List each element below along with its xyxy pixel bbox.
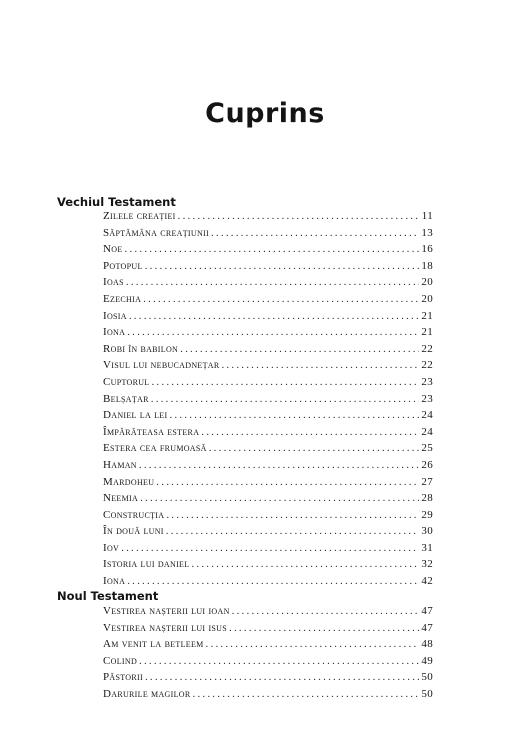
- toc-entry-page-number: 25: [421, 442, 433, 455]
- section-heading-old-testament: Vechiul Testament: [57, 195, 176, 209]
- toc-entry-page-number: 47: [421, 605, 433, 617]
- dot-leader: [127, 575, 419, 587]
- toc-entry-page-number: 48: [421, 638, 433, 651]
- toc-entry-title: Mardoheu: [103, 475, 155, 488]
- dot-leader: [125, 243, 420, 255]
- toc-entry: [103, 243, 433, 260]
- toc-entry-title: Săptămâna creațiunii: [103, 226, 209, 239]
- toc-entry: [103, 638, 433, 655]
- dot-leader: [129, 310, 420, 322]
- dot-leader: [143, 293, 419, 305]
- section-heading-new-testament: Noul Testament: [57, 589, 159, 603]
- toc-entry-title: Vestirea nașterii lui ioan: [103, 605, 230, 617]
- dot-leader: [139, 459, 420, 471]
- toc-entry: [103, 525, 433, 542]
- toc-entry-title: Haman: [103, 458, 137, 471]
- toc-entry-title: Împărăteasa estera: [103, 425, 200, 438]
- toc-entry: [103, 276, 433, 293]
- dot-leader: [156, 476, 419, 488]
- dot-leader: [201, 426, 419, 438]
- toc-entry: [103, 376, 433, 393]
- toc-entry: [103, 492, 433, 509]
- toc-entry-title: Construcția: [103, 508, 165, 521]
- toc-list-old-testament: [103, 210, 433, 592]
- toc-entry: [103, 227, 433, 244]
- toc-entry-title: Iosia: [103, 309, 127, 322]
- toc-entry-title: Zilele creației: [103, 210, 176, 222]
- toc-entry-page-number: 29: [421, 508, 433, 521]
- toc-entry-page-number: 21: [421, 326, 433, 339]
- toc-entry-page-number: 50: [421, 687, 433, 700]
- toc-entry-title: Ezechia: [103, 292, 142, 305]
- toc-entry-page-number: 13: [421, 226, 433, 239]
- toc-entry-page-number: 16: [421, 243, 433, 256]
- toc-entry-title: Potopul: [103, 259, 143, 272]
- dot-leader: [229, 622, 419, 634]
- dot-leader: [180, 343, 419, 355]
- toc-entry-page-number: 11: [421, 210, 433, 222]
- toc-entry-title: Robi în babilon: [103, 342, 179, 355]
- toc-entry: [103, 326, 433, 343]
- toc-entry-title: Cuptorul: [103, 375, 150, 388]
- toc-entry-page-number: 22: [421, 359, 433, 372]
- toc-entry-title: Vestirea nașterii lui isus: [103, 621, 227, 634]
- toc-entry: [103, 558, 433, 575]
- dot-leader: [166, 525, 420, 537]
- dot-leader: [206, 638, 420, 650]
- toc-entry: [103, 509, 433, 526]
- toc-entry-page-number: 18: [421, 259, 433, 272]
- dot-leader: [178, 210, 420, 222]
- toc-list-new-testament: [103, 605, 433, 705]
- toc-entry: [103, 459, 433, 476]
- toc-entry-page-number: 23: [421, 375, 433, 388]
- dot-leader: [221, 359, 419, 371]
- toc-entry-page-number: 24: [421, 425, 433, 438]
- toc-entry: [103, 260, 433, 277]
- toc-entry: [103, 476, 433, 493]
- toc-entry-page-number: 20: [421, 276, 433, 289]
- toc-entry-page-number: 21: [421, 309, 433, 322]
- toc-entry-title: Iona: [103, 326, 126, 339]
- dot-leader: [126, 276, 420, 288]
- toc-entry-title: Neemia: [103, 492, 139, 505]
- toc-entry: [103, 310, 433, 327]
- toc-entry: [103, 359, 433, 376]
- toc-entry: [103, 688, 433, 705]
- toc-entry-page-number: 49: [421, 654, 433, 667]
- toc-entry: [103, 393, 433, 410]
- toc-entry-title: În două luni: [103, 525, 164, 538]
- dot-leader: [151, 376, 419, 388]
- toc-entry: [103, 210, 433, 227]
- toc-entry-page-number: 30: [421, 525, 433, 538]
- toc-entry: [103, 542, 433, 559]
- toc-entry-title: Daniel la lei: [103, 409, 168, 422]
- toc-entry-title: Colind: [103, 654, 138, 667]
- toc-entry: [103, 409, 433, 426]
- dot-leader: [232, 605, 420, 617]
- dot-leader: [166, 509, 419, 521]
- toc-entry: [103, 622, 433, 639]
- dot-leader: [169, 409, 419, 421]
- toc-entry: [103, 655, 433, 672]
- dot-leader: [145, 671, 419, 683]
- toc-entry-page-number: 32: [421, 558, 433, 571]
- toc-entry: [103, 605, 433, 622]
- dot-leader: [191, 558, 419, 570]
- dot-leader: [121, 542, 419, 554]
- dot-leader: [151, 393, 420, 405]
- toc-entry: [103, 442, 433, 459]
- dot-leader: [193, 688, 420, 700]
- dot-leader: [145, 260, 420, 272]
- toc-entry-title: Estera cea frumoasă: [103, 442, 207, 455]
- toc-entry-title: Iona: [103, 575, 126, 588]
- dot-leader: [209, 442, 420, 454]
- toc-entry-page-number: 31: [421, 541, 433, 554]
- toc-entry-title: Noe: [103, 243, 123, 256]
- dot-leader: [139, 655, 419, 667]
- toc-entry-page-number: 27: [421, 475, 433, 488]
- dot-leader: [140, 492, 419, 504]
- toc-entry-page-number: 23: [421, 392, 433, 405]
- toc-entry-page-number: 24: [421, 409, 433, 422]
- toc-entry: [103, 293, 433, 310]
- toc-entry-page-number: 42: [421, 575, 433, 588]
- toc-entry-title: Ioas: [103, 276, 124, 289]
- toc-entry-title: Am venit la betleem: [103, 638, 204, 651]
- toc-entry: [103, 343, 433, 360]
- toc-entry-page-number: 50: [421, 671, 433, 684]
- toc-entry-title: Păstorii: [103, 671, 143, 684]
- toc-entry-title: Istoria lui daniel: [103, 558, 190, 571]
- toc-entry: [103, 426, 433, 443]
- toc-entry-title: Iov: [103, 541, 120, 554]
- toc-entry-title: Darurile magilor: [103, 687, 191, 700]
- toc-entry-page-number: 26: [421, 458, 433, 471]
- toc-entry: [103, 671, 433, 688]
- toc-entry-page-number: 20: [421, 292, 433, 305]
- toc-entry-title: Visul lui nebucadnețar: [103, 359, 220, 372]
- toc-entry-title: Belșațar: [103, 392, 149, 405]
- dot-leader: [211, 227, 419, 239]
- toc-entry-page-number: 28: [421, 492, 433, 505]
- page-title: Cuprins: [205, 98, 325, 129]
- toc-entry-page-number: 47: [421, 621, 433, 634]
- toc-entry-page-number: 22: [421, 342, 433, 355]
- dot-leader: [127, 326, 419, 338]
